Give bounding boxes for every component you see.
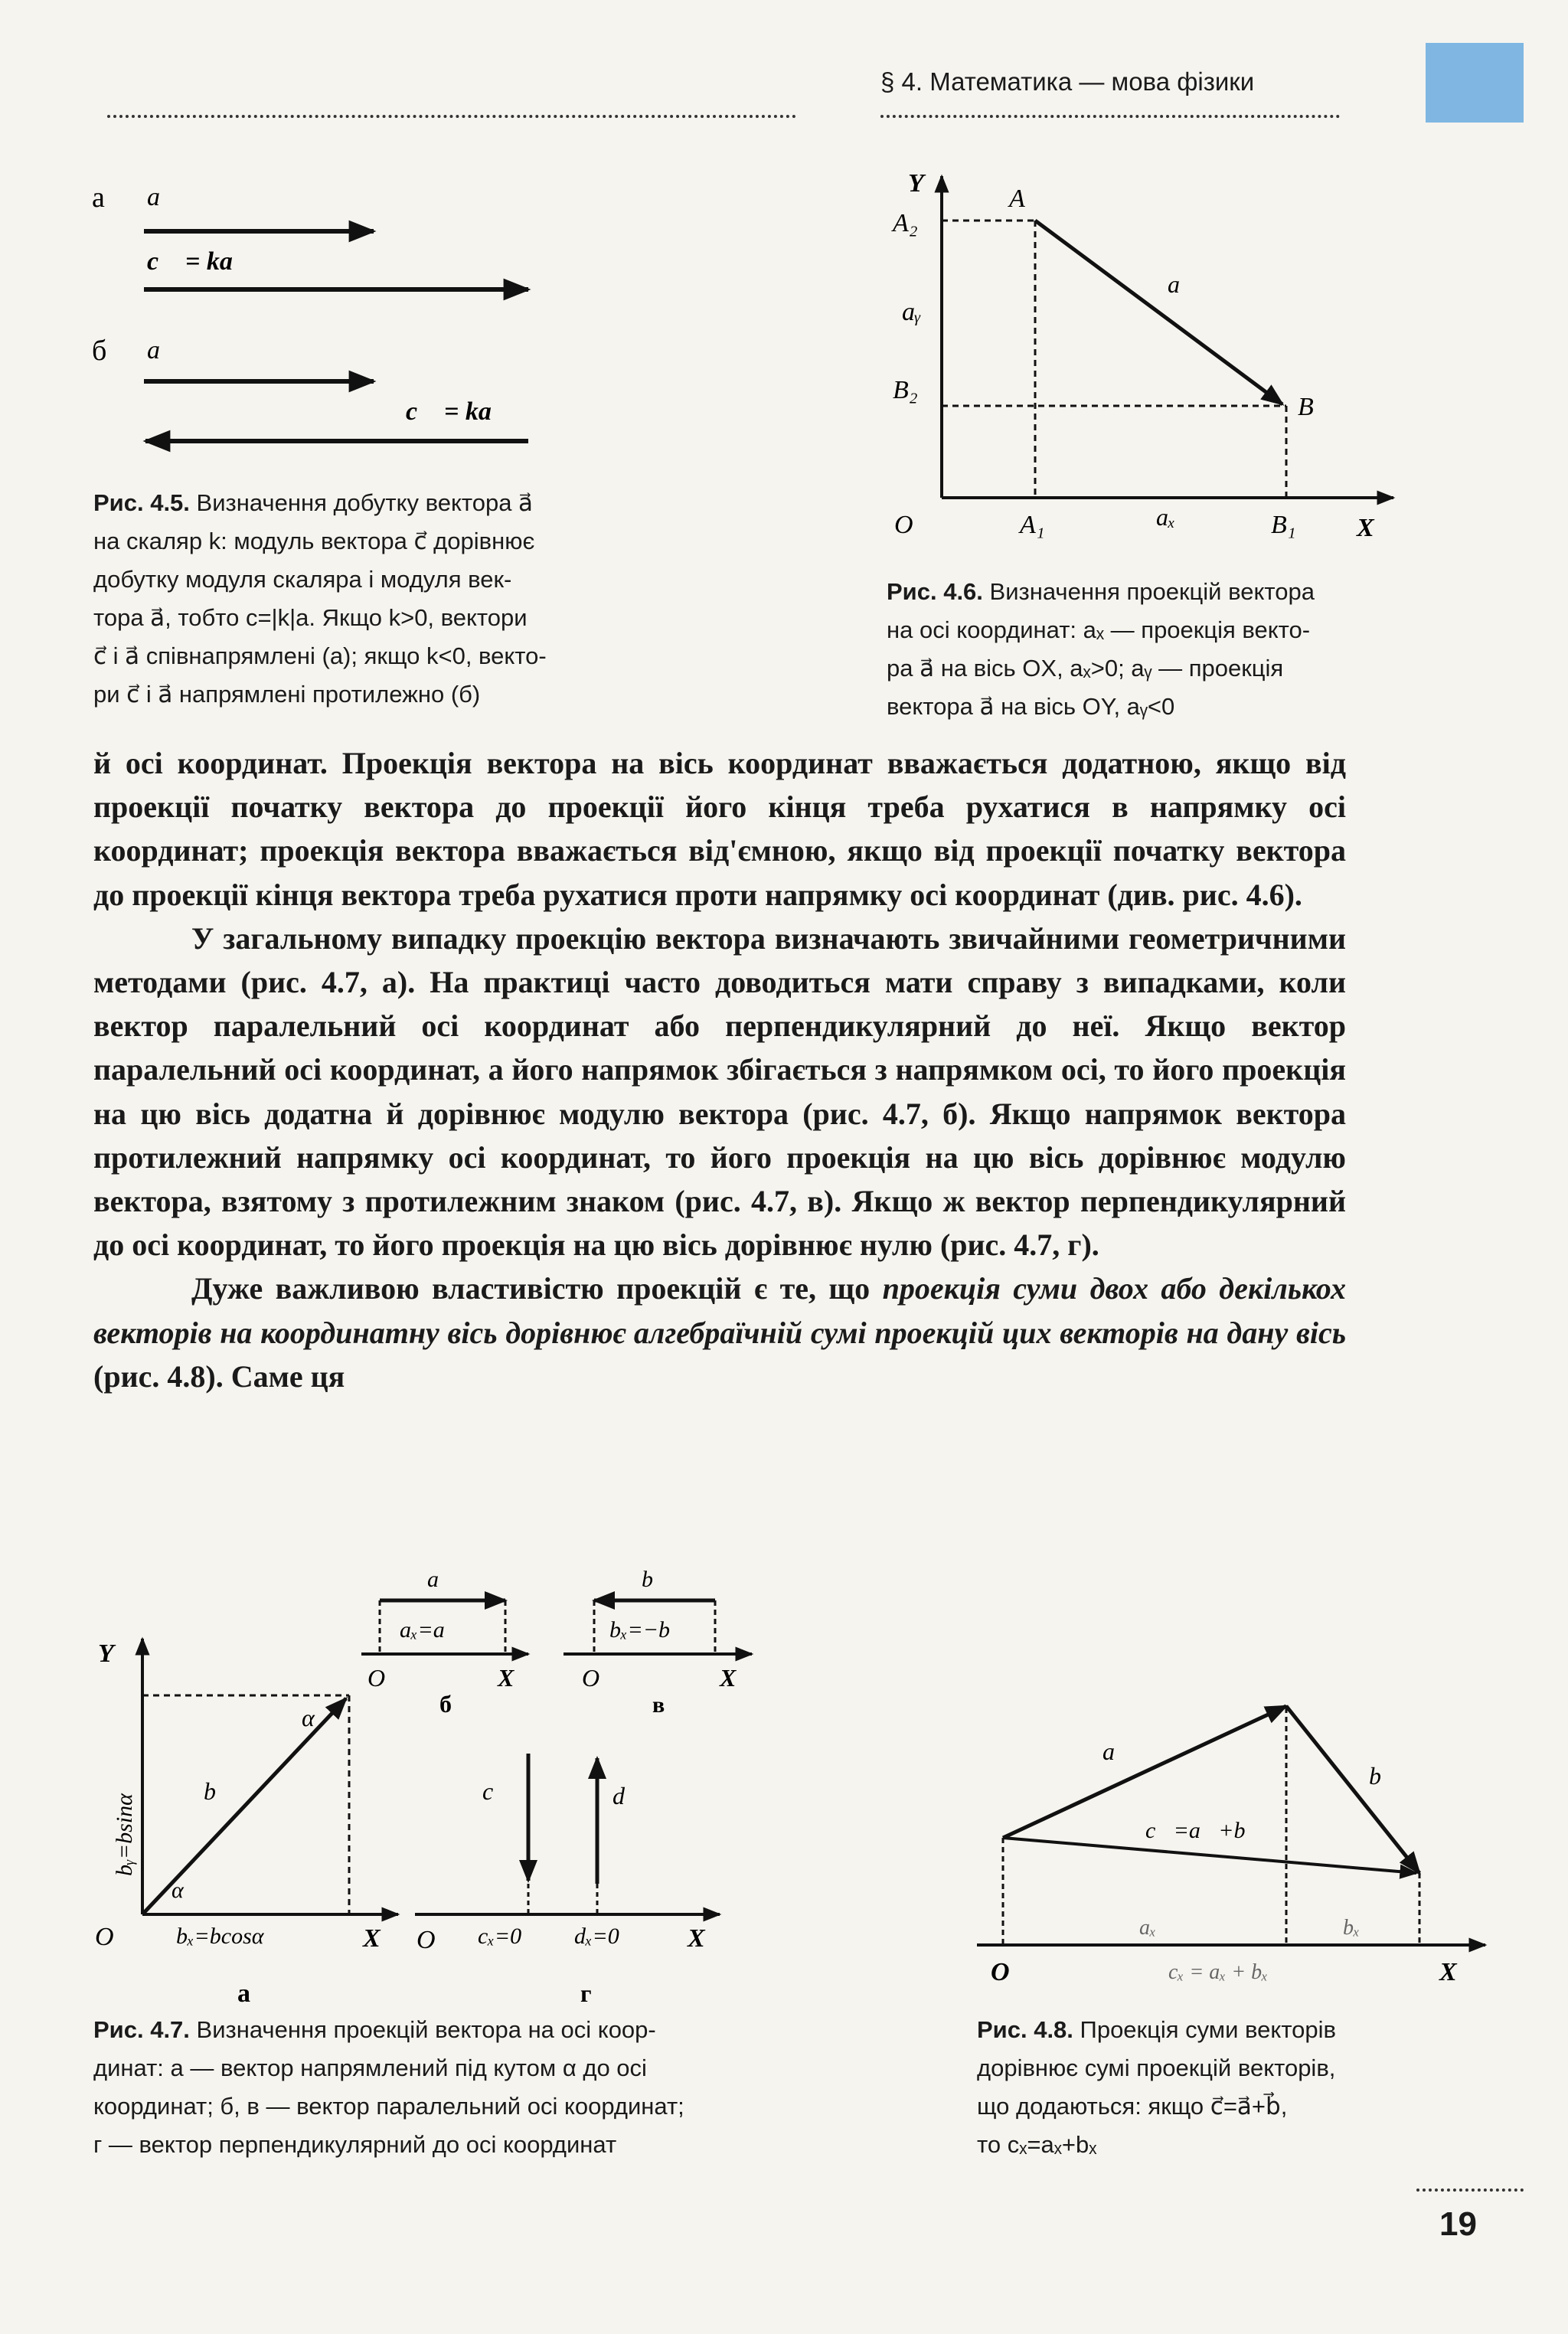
chapter-tab bbox=[1426, 43, 1524, 123]
fig46-label-ay: aᵧ bbox=[902, 298, 921, 326]
fig47-caption-line: координат; б, в — вектор паралельний осі координат; bbox=[93, 2093, 684, 2120]
fig45-vec-a-top: a⃗ bbox=[147, 183, 181, 211]
fig46-label-ax: aₓ bbox=[1156, 503, 1176, 531]
fig47g-panel-label: г bbox=[580, 1979, 592, 2007]
fig48-label-c: c⃗=a⃗+b⃗ bbox=[1145, 1818, 1263, 1843]
fig48-label-cx: cₓ = aₓ + bₓ bbox=[1168, 1960, 1269, 1984]
fig47-caption-line: Визначення проекцій вектора на осі коор- bbox=[196, 2016, 656, 2043]
fig46-label-b: B bbox=[1298, 393, 1314, 421]
body-p3-start: Дуже важливою властивістю проекцій є те, що bbox=[191, 1271, 883, 1306]
fig45-caption-line: тора a⃗, тобто c=|k|a. Якщо k>0, вектори bbox=[93, 604, 528, 631]
fig46-caption-num: Рис. 4.6. bbox=[887, 578, 983, 605]
fig46-label-b2: B₂ bbox=[893, 376, 918, 404]
fig45-caption-line: c⃗ і a⃗ співнапрямлені (а); якщо k<0, векто- bbox=[93, 642, 547, 669]
fig46-caption-line: ра a⃗ на вісь OX, aₓ>0; aᵧ — проекція bbox=[887, 655, 1284, 682]
fig47a-label-o: O bbox=[95, 1923, 114, 1951]
fig46-caption-line: вектора a⃗ на вісь OY, aᵧ<0 bbox=[887, 693, 1175, 720]
fig47-caption-line: г — вектор перпендикулярний до осі координат bbox=[93, 2131, 617, 2158]
fig45-caption-line: на скаляр k: модуль вектора c⃗ дорівнює bbox=[93, 528, 535, 554]
fig48-caption-line: що додаються: якщо c⃗=a⃗+b⃗, bbox=[977, 2093, 1288, 2120]
fig47b-label-x: X bbox=[498, 1664, 514, 1692]
fig45-caption-line: Визначення добутку вектора a⃗ bbox=[196, 489, 534, 516]
fig46-label-b1: B₁ bbox=[1271, 511, 1296, 539]
fig47a-label-by: bᵧ=bsinα bbox=[112, 1793, 137, 1876]
figure-4-6 bbox=[873, 161, 1424, 551]
fig46-vector-a bbox=[1035, 221, 1282, 404]
body-p3-italic: проекція суми двох або декількох векторів на координатну вісь дорівнює алгебраїчній сумі проекцій цих векторів на дану вісь bbox=[93, 1271, 1347, 1350]
footer-rule bbox=[1416, 2189, 1524, 2192]
fig46-label-x: X bbox=[1357, 514, 1374, 542]
fig47g-label-x: X bbox=[688, 1924, 705, 1953]
body-paragraph-2: У загальному випадку проекцію вектора визначають звичайними геометричними методами (рис. 4.7, а). На практиці часто доводиться мати справу з випадками, коли вектор паралельний осі координат або перпендикулярний до неї. Якщо вектор паралельний осі координат, а його напрямок збігається з напрямком осі, то його проекція на цю вісь додатна й дорівнює модулю вектора (рис. 4.7, б). Якщо напрямок вектора протилежний напрямку осі координат, то його проекція на цю вісь дорівнює модулю вектора, взятому з протилежним знаком (рис. 4.7, в). Якщо ж вектор перпендикулярний до осі координат, то його проекція на цю вісь дорівнює нулю (рис. 4.7, г). bbox=[93, 920, 1346, 1263]
body-paragraph-1: й осі координат. Проекція вектора на вісь координат вважається додатною, якщо від проекції початку вектора до проекції його кінця треба рухатися в напрямку осі координат; проекція вектора вважається від'ємною, якщо від проекції початку вектора до проекції кінця вектора треба рухатися проти напрямку осі координат (див. рис. 4.6). bbox=[93, 746, 1346, 912]
fig48-caption-line: Проекція суми векторів bbox=[1080, 2016, 1337, 2043]
fig47g-label-d: d⃗ bbox=[612, 1782, 644, 1809]
fig47g-label-c: c⃗ bbox=[482, 1777, 513, 1805]
fig47-caption-line: динат: а — вектор напрямлений під кутом α до осі bbox=[93, 2055, 647, 2081]
fig47g-label-cx: cₓ=0 bbox=[478, 1924, 522, 1949]
fig47b-label-vec: a⃗ bbox=[427, 1567, 457, 1592]
figure-4-8 bbox=[965, 1669, 1501, 1991]
fig45-caption-line: ри c⃗ і a⃗ напрямлені протилежно (б) bbox=[93, 681, 481, 708]
fig47v-label-proj: bₓ=−b bbox=[609, 1617, 671, 1643]
fig48-label-bx: bₓ bbox=[1343, 1916, 1360, 1940]
fig46-label-vec: a⃗ bbox=[1168, 270, 1199, 298]
fig47g-label-dx: dₓ=0 bbox=[574, 1924, 619, 1949]
fig48-vector-b bbox=[1286, 1706, 1419, 1873]
fig47a-panel-label: а bbox=[237, 1979, 250, 2008]
body-p3-end: (рис. 4.8). Саме ця bbox=[93, 1358, 345, 1394]
body-paragraph-3 bbox=[93, 1267, 1346, 1398]
fig47a-label-alpha-bottom: α bbox=[172, 1878, 184, 1903]
header-rule-right bbox=[880, 115, 1340, 118]
fig46-caption bbox=[887, 573, 1484, 726]
fig45-vec-a-bottom: a⃗ bbox=[147, 336, 181, 364]
fig48-label-b: b⃗ bbox=[1369, 1762, 1400, 1790]
fig45-vec-c-bottom: c⃗ = ka⃗ bbox=[406, 397, 512, 426]
fig48-label-ax: aₓ bbox=[1139, 1916, 1156, 1940]
fig48-caption-line: то cₓ=aₓ+bₓ bbox=[977, 2131, 1097, 2158]
fig47-caption bbox=[93, 2011, 874, 2164]
fig48-caption-num: Рис. 4.8. bbox=[977, 2016, 1073, 2043]
fig47a-label-vec: b⃗ bbox=[204, 1777, 235, 1805]
fig47b-panel-label: б bbox=[439, 1690, 452, 1718]
fig47v-label-o: O bbox=[582, 1664, 600, 1692]
page-number: 19 bbox=[1439, 2205, 1477, 2243]
fig46-label-y: Y bbox=[908, 169, 924, 198]
fig46-label-a2: A₂ bbox=[893, 209, 918, 237]
fig47g-label-o: O bbox=[416, 1926, 436, 1954]
fig46-label-a: A bbox=[1009, 185, 1025, 213]
fig45-caption-line: добутку модуля скаляра і модуля век- bbox=[93, 566, 512, 593]
fig46-caption-line: Визначення проекцій вектора bbox=[989, 578, 1315, 605]
fig45-label-a: а bbox=[92, 181, 105, 214]
header-rule-left bbox=[107, 115, 796, 118]
fig45-vec-c-top: c⃗ = ka⃗ bbox=[147, 247, 253, 276]
fig47a-label-bx: bₓ=bcosα bbox=[176, 1924, 264, 1949]
fig48-caption-line: дорівнює сумі проекцій векторів, bbox=[977, 2055, 1336, 2081]
fig48-label-x: X bbox=[1439, 1958, 1457, 1986]
body-text bbox=[93, 741, 1346, 1398]
running-header: § 4. Математика — мова фізики bbox=[880, 67, 1255, 96]
fig47v-label-x: X bbox=[720, 1664, 737, 1692]
fig45-caption-num: Рис. 4.5. bbox=[93, 489, 190, 516]
fig47b-label-o: O bbox=[368, 1664, 386, 1692]
fig45-caption bbox=[93, 484, 782, 714]
figure-4-7 bbox=[84, 1554, 773, 2014]
fig46-caption-line: на осі координат: aₓ — проекція векто- bbox=[887, 616, 1311, 643]
figure-4-5 bbox=[84, 176, 574, 467]
fig48-caption bbox=[977, 2011, 1513, 2164]
fig48-label-o: O bbox=[991, 1958, 1010, 1986]
fig48-label-a: a⃗ bbox=[1102, 1737, 1134, 1765]
fig47v-panel-label: в bbox=[652, 1692, 665, 1718]
fig47a-label-alpha-top: α bbox=[302, 1704, 315, 1731]
fig47b-label-proj: aₓ=a bbox=[400, 1617, 445, 1643]
fig47v-label-vec: b⃗ bbox=[642, 1567, 671, 1592]
fig47a-label-x: X bbox=[363, 1924, 381, 1953]
fig46-label-o: O bbox=[894, 511, 913, 539]
fig46-label-a1: A₁ bbox=[1020, 511, 1045, 539]
fig47-caption-num: Рис. 4.7. bbox=[93, 2016, 190, 2043]
fig47a-label-y: Y bbox=[98, 1639, 114, 1668]
fig45-label-b: б bbox=[92, 335, 107, 367]
